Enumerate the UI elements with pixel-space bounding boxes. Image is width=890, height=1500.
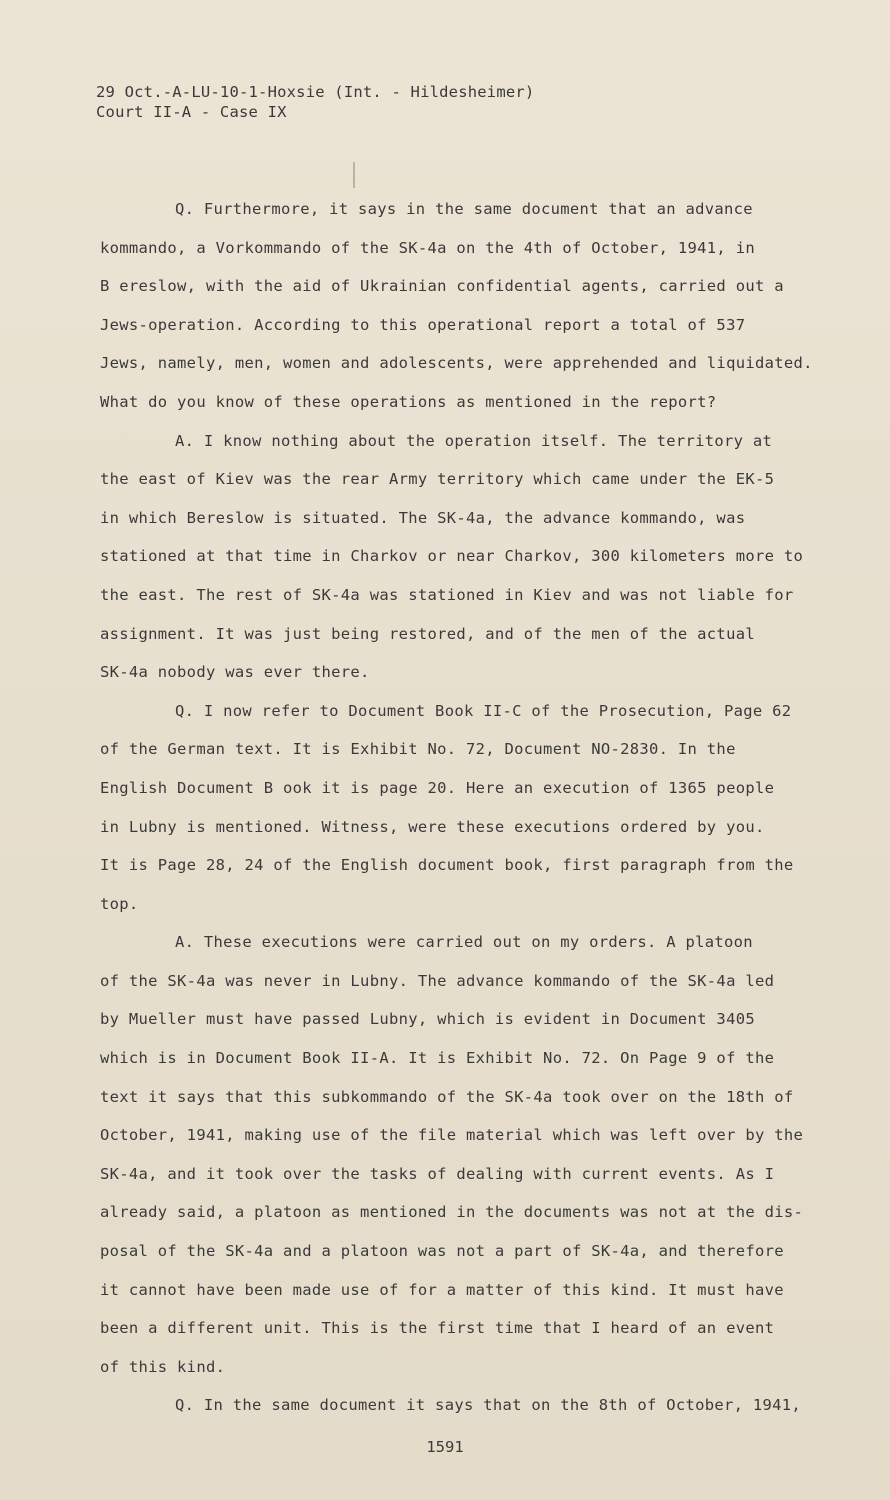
- header-line-1: 29 Oct.-A-LU-10-1-Hoxsie (Int. - Hildesheimer): [96, 83, 535, 101]
- transcript-line: stationed at that time in Charkov or near Charkov, 300 kilometers more to: [100, 547, 804, 566]
- transcript-line: text it says that this subkommando of the SK-4a took over on the 18th of: [100, 1087, 794, 1106]
- transcript-line: B ereslow, with the aid of Ukrainian confidential agents, carried out a: [100, 277, 784, 296]
- transcript-line: assignment. It was just being restored, and of the men of the actual: [100, 624, 755, 643]
- transcript-body: [100, 190, 840, 1425]
- transcript-line: in which Bereslow is situated. The SK-4a, the advance kommando, was: [100, 508, 746, 527]
- transcript-line: of the German text. It is Exhibit No. 72, Document NO-2830. In the: [100, 740, 736, 759]
- transcript-line: which is in Document Book II-A. It is Exhibit No. 72. On Page 9 of the: [100, 1049, 775, 1068]
- transcript-line: by Mueller must have passed Lubny, which is evident in Document 3405: [100, 1010, 755, 1029]
- document-header: [96, 82, 534, 122]
- transcript-line: it cannot have been made use of for a matter of this kind. It must have: [100, 1280, 784, 1299]
- transcript-line: top.: [100, 894, 139, 913]
- transcript-line: It is Page 28, 24 of the English document book, first paragraph from the: [100, 856, 794, 875]
- transcript-line: SK-4a nobody was ever there.: [100, 663, 370, 682]
- transcript-line: English Document B ook it is page 20. Here an execution of 1365 people: [100, 778, 775, 797]
- transcript-line: of the SK-4a was never in Lubny. The advance kommando of the SK-4a led: [100, 971, 775, 990]
- transcript-line: SK-4a, and it took over the tasks of dealing with current events. As I: [100, 1164, 775, 1183]
- transcript-line: kommando, a Vorkommando of the SK-4a on the 4th of October, 1941, in: [100, 238, 755, 257]
- transcript-line: already said, a platoon as mentioned in the documents was not at the dis-: [100, 1203, 804, 1222]
- transcript-line: A. These executions were carried out on my orders. A platoon: [175, 933, 753, 952]
- margin-mark: [353, 162, 355, 188]
- transcript-line: Q. Furthermore, it says in the same document that an advance: [175, 200, 753, 218]
- transcript-line: Jews-operation. According to this operational report a total of 537: [100, 315, 746, 334]
- transcript-line: the east of Kiev was the rear Army territory which came under the EK-5: [100, 470, 775, 489]
- transcript-line: What do you know of these operations as mentioned in the report?: [100, 392, 717, 411]
- transcript-line: the east. The rest of SK-4a was stationed in Kiev and was not liable for: [100, 585, 794, 604]
- transcript-line: posal of the SK-4a and a platoon was not a part of SK-4a, and therefore: [100, 1242, 784, 1261]
- page-number: 1591: [426, 1438, 464, 1456]
- transcript-line: Q. I now refer to Document Book II-C of the Prosecution, Page 62: [175, 701, 792, 720]
- transcript-line: in Lubny is mentioned. Witness, were these executions ordered by you.: [100, 817, 765, 836]
- page-footer: [0, 1438, 890, 1456]
- transcript-line: Jews, namely, men, women and adolescents, were apprehended and liquidated.: [100, 354, 813, 373]
- transcript-line: Q. In the same document it says that on the 8th of October, 1941,: [175, 1396, 802, 1415]
- transcript-line: been a different unit. This is the first time that I heard of an event: [100, 1319, 775, 1338]
- header-line-2: Court II-A - Case IX: [96, 103, 287, 121]
- transcript-line: October, 1941, making use of the file material which was left over by the: [100, 1126, 804, 1145]
- transcript-line: A. I know nothing about the operation itself. The territory at: [175, 431, 773, 450]
- transcript-line: of this kind.: [100, 1357, 226, 1376]
